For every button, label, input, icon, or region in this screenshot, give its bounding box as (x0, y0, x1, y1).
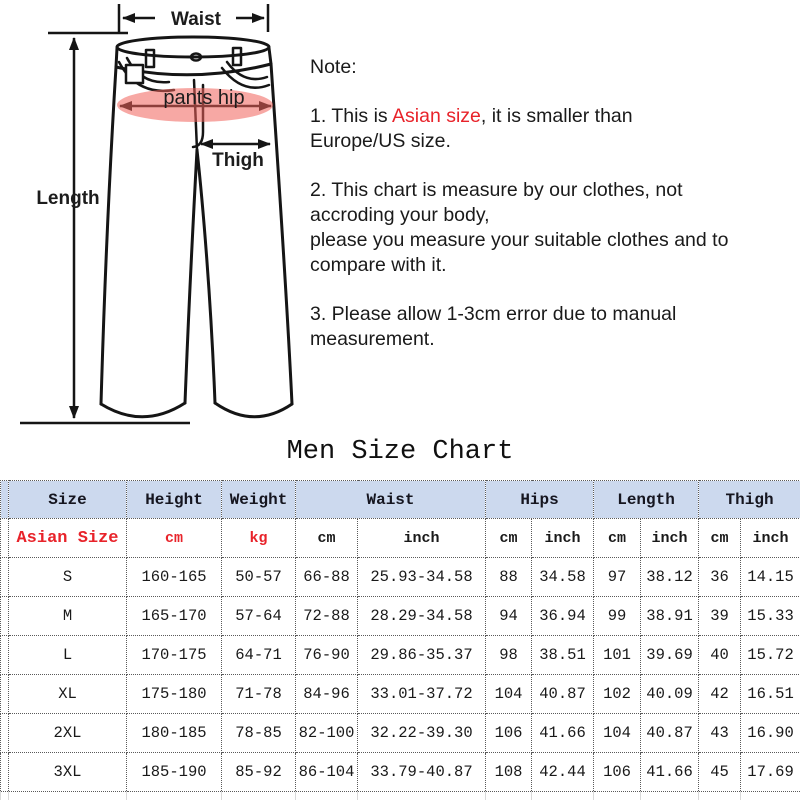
col-waist: Waist (296, 481, 486, 519)
size-cell: 165-170 (127, 597, 222, 636)
coin-pocket (126, 65, 143, 83)
size-cell: 16.90 (741, 714, 800, 753)
length-label: Length (36, 188, 100, 209)
size-cell: 33.79-40.87 (358, 753, 486, 792)
asian-size-highlight: Asian size (392, 105, 481, 127)
size-cell: L (9, 636, 127, 675)
size-cell: 34.58 (532, 558, 594, 597)
size-cell: 15.72 (741, 636, 800, 675)
sliver-cell (1, 597, 9, 636)
size-cell: 82-100 (296, 714, 358, 753)
size-cell: 38.91 (641, 597, 699, 636)
size-cell: 104 (594, 714, 641, 753)
note-item2-line2: accroding your body, (310, 204, 490, 226)
size-cell: 36 (699, 558, 741, 597)
size-cell: 180-185 (127, 714, 222, 753)
unit-cell: cm (594, 519, 641, 558)
size-cell: 28.29-34.58 (358, 597, 486, 636)
size-row (1, 753, 800, 792)
size-cell: 64-71 (222, 636, 296, 675)
size-cell: 50-57 (222, 558, 296, 597)
size-cell: 3XL (9, 753, 127, 792)
size-row (1, 636, 800, 675)
col-thigh: Thigh (699, 481, 800, 519)
size-row (1, 714, 800, 753)
unit-cell: cm (699, 519, 741, 558)
size-cell: 2XL (9, 714, 127, 753)
size-cell: 57-64 (222, 597, 296, 636)
partial-row (1, 792, 800, 800)
size-cell: 102 (594, 675, 641, 714)
size-cell: 72-88 (296, 597, 358, 636)
unit-cell: cm (486, 519, 532, 558)
size-cell: 40 (699, 636, 741, 675)
size-cell: 40.87 (532, 675, 594, 714)
unit-cell: inch (641, 519, 699, 558)
size-cell: 42 (699, 675, 741, 714)
size-cell: 38.12 (641, 558, 699, 597)
size-cell: 84-96 (296, 675, 358, 714)
size-cell: 101 (594, 636, 641, 675)
size-cell: 39 (699, 597, 741, 636)
size-cell: 85-92 (222, 753, 296, 792)
size-cell: 15.33 (741, 597, 800, 636)
size-cell: 32.22-39.30 (358, 714, 486, 753)
pants-hip-label: pants hip (163, 87, 245, 109)
size-cell: 41.66 (532, 714, 594, 753)
sliver-cell (1, 636, 9, 675)
size-cell: XL (9, 675, 127, 714)
note-block (310, 55, 780, 352)
size-cell: 40.09 (641, 675, 699, 714)
note-item2-line4: compare with it. (310, 254, 447, 276)
size-chart-title: Men Size Chart (286, 437, 514, 467)
size-cell: 42.44 (532, 753, 594, 792)
size-cell: 41.66 (641, 753, 699, 792)
size-cell: 38.51 (532, 636, 594, 675)
note-item3-line2: measurement. (310, 328, 435, 350)
size-cell: 71-78 (222, 675, 296, 714)
men-size-chart-table (0, 480, 800, 800)
unit-cell: cm (127, 519, 222, 558)
note-item2-line3: please you measure your suitable clothes and to (310, 229, 729, 251)
size-cell: 16.51 (741, 675, 800, 714)
note-item1-suffix: , it is smaller than (480, 105, 633, 127)
sliver-cell (1, 519, 9, 558)
size-cell: 39.69 (641, 636, 699, 675)
sliver-cell (1, 753, 9, 792)
sliver-cell (1, 714, 9, 753)
thigh-label: Thigh (212, 150, 264, 171)
size-cell: 88 (486, 558, 532, 597)
note-item1-line2: Europe/US size. (310, 130, 451, 152)
size-row (1, 597, 800, 636)
note-item3-line1: 3. Please allow 1-3cm error due to manual (310, 303, 677, 325)
size-cell: 86-104 (296, 753, 358, 792)
asian-size-label: Asian Size (9, 519, 127, 558)
size-cell: 78-85 (222, 714, 296, 753)
size-cell: 185-190 (127, 753, 222, 792)
size-table-body (1, 558, 800, 792)
note-title: Note: (310, 56, 357, 78)
size-cell: 175-180 (127, 675, 222, 714)
note-item1-prefix: 1. This is (310, 105, 393, 127)
size-row (1, 558, 800, 597)
size-cell: 94 (486, 597, 532, 636)
size-cell: S (9, 558, 127, 597)
size-cell: 99 (594, 597, 641, 636)
size-cell: 160-165 (127, 558, 222, 597)
size-cell: 76-90 (296, 636, 358, 675)
size-row (1, 675, 800, 714)
size-cell: 106 (594, 753, 641, 792)
size-cell: 29.86-35.37 (358, 636, 486, 675)
col-length: Length (594, 481, 699, 519)
belt-loop-left (146, 50, 154, 67)
size-cell: 17.69 (741, 753, 800, 792)
sliver-cell (1, 481, 9, 519)
size-cell: 45 (699, 753, 741, 792)
pants-diagram (0, 0, 330, 440)
size-cell: 33.01-37.72 (358, 675, 486, 714)
size-cell: 25.93-34.58 (358, 558, 486, 597)
unit-cell: inch (358, 519, 486, 558)
unit-cell: inch (741, 519, 800, 558)
size-cell: 43 (699, 714, 741, 753)
waist-label: Waist (171, 9, 221, 30)
sliver-cell (1, 675, 9, 714)
size-cell: 66-88 (296, 558, 358, 597)
size-cell: 104 (486, 675, 532, 714)
note-item1 (310, 104, 780, 129)
col-weight: Weight (222, 481, 296, 519)
unit-row (1, 519, 800, 558)
unit-cell: kg (222, 519, 296, 558)
size-cell: 97 (594, 558, 641, 597)
note-item2-line1: 2. This chart is measure by our clothes, not (310, 179, 683, 201)
size-cell: 36.94 (532, 597, 594, 636)
size-cell: 14.15 (741, 558, 800, 597)
col-hips: Hips (486, 481, 594, 519)
size-cell: 108 (486, 753, 532, 792)
size-cell: 106 (486, 714, 532, 753)
size-cell: M (9, 597, 127, 636)
size-cell: 170-175 (127, 636, 222, 675)
unit-cell: inch (532, 519, 594, 558)
col-height: Height (127, 481, 222, 519)
sliver-cell (1, 558, 9, 597)
unit-cell: cm (296, 519, 358, 558)
col-size: Size (9, 481, 127, 519)
size-cell: 40.87 (641, 714, 699, 753)
header-row (1, 481, 800, 519)
size-cell: 98 (486, 636, 532, 675)
